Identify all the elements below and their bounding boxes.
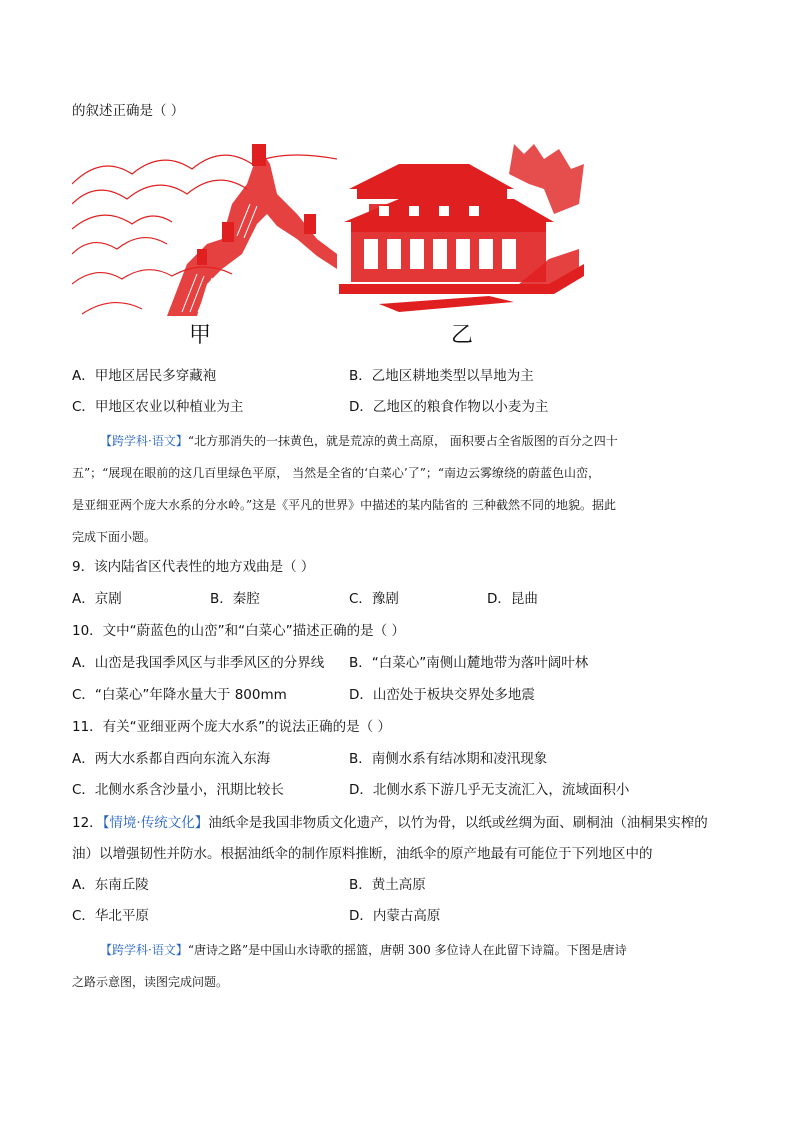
q11-stem: 11．有关“亚细亚两个庞大水系”的说法正确的是（ ） (72, 719, 391, 735)
passage2-line2: 之路示意图，读图完成问题。 (72, 975, 229, 989)
q12-option-c[interactable]: C．华北平原 (72, 908, 149, 924)
great-wall-papercut-image (72, 144, 337, 316)
q11-option-b[interactable]: B．南侧水系有结冰期和凌汛现象 (349, 751, 548, 767)
passage1-line4: 完成下面小题。 (72, 530, 157, 544)
q10-option-b[interactable]: B．“白菜心”南侧山麓地带为落叶阔叶林 (349, 655, 589, 671)
question-stem-continued: 的叙述正确是（ ） (72, 103, 185, 119)
q11-option-c[interactable]: C．北侧水系含沙量小，汛期比较长 (72, 782, 284, 798)
q12-option-b[interactable]: B．黄土高原 (349, 877, 426, 893)
passage1-line2: 五”；“展现在眼前的这几百里绿色平原， 当然是全省的‘白菜心’了”；“南边云雾缭绕的蔚蓝色山峦， (72, 466, 600, 480)
q9-option-d[interactable]: D．昆曲 (487, 591, 538, 607)
q9-option-c[interactable]: C．豫剧 (349, 591, 399, 607)
passage1-text-1: “北方那消失的一抹黄色，就是荒凉的黄土高原， 面积要占全省版图的百分之四十 (187, 434, 618, 448)
figure-caption-b: 乙 (451, 323, 474, 348)
q11-option-a[interactable]: A．两大水系都自西向东流入东海 (72, 751, 271, 767)
q12-option-a[interactable]: A．东南丘陵 (72, 877, 149, 893)
passage2-line1 (100, 941, 627, 959)
q8-option-d[interactable]: D．乙地区的粮食作物以小麦为主 (349, 399, 549, 415)
q12-option-d[interactable]: D．内蒙古高原 (349, 908, 441, 924)
q10-option-a[interactable]: A．山峦是我国季风区与非季风区的分界线 (72, 655, 325, 671)
q11-option-d[interactable]: D．北侧水系下游几乎无支流汇入，流域面积小 (349, 782, 630, 798)
q12-stem-line2: 油）以增强韧性并防水。根据油纸伞的制作原料推断，油纸伞的原产地最有可能位于下列地区中的 (72, 846, 653, 862)
q12-stem-text-1: 油纸伞是我国非物质文化遗产，以竹为骨，以纸或丝绸为面、刷桐油（油桐果实榨的 (208, 815, 708, 831)
q9-option-a[interactable]: A．京剧 (72, 591, 122, 607)
q10-stem: 10．文中“蔚蓝色的山峦”和“白菜心”描述正确的是（ ） (72, 623, 405, 639)
q8-option-c[interactable]: C．甲地区农业以种植业为主 (72, 399, 244, 415)
waterside-house-papercut-image (339, 144, 584, 316)
q12-tag: 【情境·传统文化】 (102, 815, 209, 831)
q10-option-d[interactable]: D．山峦处于板块交界处多地震 (349, 687, 535, 703)
figure-caption-a: 甲 (189, 323, 212, 348)
q10-option-c[interactable]: C．“白菜心”年降水量大于 800mm (72, 687, 287, 703)
q9-stem: 9．该内陆省区代表性的地方戏曲是（ ） (72, 559, 315, 575)
passage1-line3: 是亚细亚两个庞大水系的分水岭。”这是《平凡的世界》中描述的某内陆省的 三种截然不同的地貌。据此 (72, 498, 616, 512)
q8-option-b[interactable]: B．乙地区耕地类型以旱地为主 (349, 368, 534, 384)
q12-stem-line1 (72, 814, 708, 832)
passage1-line1 (100, 432, 618, 450)
q8-option-a[interactable]: A．甲地区居民多穿藏袍 (72, 368, 217, 384)
passage2-text-1: “唐诗之路”是中国山水诗歌的摇篮，唐朝 300 多位诗人在此留下诗篇。下图是唐诗 (187, 943, 627, 957)
q12-number: 12． (72, 815, 103, 831)
q9-option-b[interactable]: B．秦腔 (210, 591, 260, 607)
passage2-tag: 【跨学科·语文】 (100, 943, 188, 957)
passage1-tag: 【跨学科·语文】 (100, 434, 188, 448)
